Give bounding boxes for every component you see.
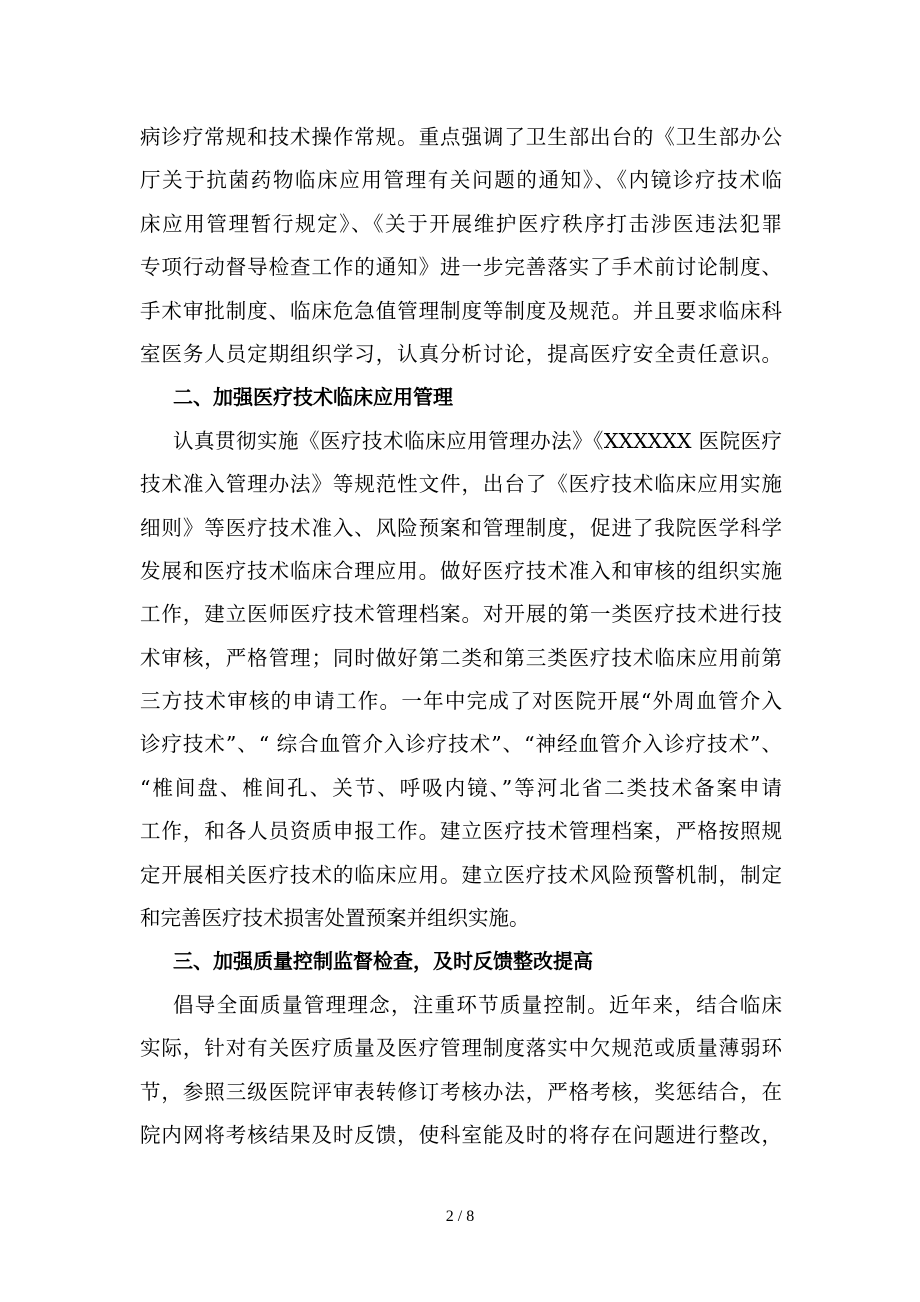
text-line: 院内网将考核结果及时反馈，使科室能及时的将存在问题进行整改， [140,1122,782,1147]
text-line: 定开展相关医疗技术的临床应用。建立医疗技术风险预警机制，制定 [140,862,782,887]
text-line: 床应用管理暂行规定》、《关于开展维护医疗秩序打击涉医违法犯罪 [140,211,782,236]
text-line: 工作，和各人员资质申报工作。建立医疗技术管理档案，严格按照规 [140,819,782,844]
text-line: 和完善医疗技术损害处置预案并组织实施。 [140,906,530,931]
section-heading: 三、加强质量控制监督检查，及时反馈整改提高 [173,949,593,974]
text-line: 实际，针对有关医疗质量及医疗管理制度落实中欠规范或质量薄弱环 [140,1036,782,1061]
text-line: 细则》等医疗技术准入、风险预案和管理制度，促进了我院医学科学 [140,515,782,540]
text-line: 病诊疗常规和技术操作常规。重点强调了卫生部出台的《卫生部办公 [140,125,782,149]
text-line: 发展和医疗技术临床合理应用。做好医疗技术准入和审核的组织实施 [140,558,782,583]
text-line: 专项行动督导检查工作的通知》进一步完善落实了手术前讨论制度、 [140,255,782,280]
text-line: 厅关于抗菌药物临床应用管理有关问题的通知》、《内镜诊疗技术临 [140,168,782,193]
text-line: 工作，建立医师医疗技术管理档案。对开展的第一类医疗技术进行技 [140,602,782,627]
text-line: 认真贯彻实施《医疗技术临床应用管理办法》《XXXXXX 医院医疗 [173,428,782,453]
text-line: 技术准入管理办法》等规范性文件，出台了《医疗技术临床应用实施 [140,472,782,497]
page-number: 2 / 8 [445,1208,475,1225]
text-line: 三方技术审核的申请工作。一年中完成了对医院开展“外周血管介入 [140,689,782,714]
text-line: 节，参照三级医院评审表转修订考核办法，严格考核，奖惩结合，在 [140,1079,782,1104]
text-line: 术审核，严格管理；同时做好第二类和第三类医疗技术临床应用前第 [140,645,782,670]
text-line: 倡导全面质量管理理念，注重环节质量控制。近年来，结合临床 [173,992,782,1017]
text-line: 手术审批制度、临床危急值管理制度等制度及规范。并且要求临床科 [140,298,782,323]
section-heading: 二、加强医疗技术临床应用管理 [173,385,453,410]
body-text [140,116,782,1157]
text-line: 室医务人员定期组织学习，认真分析讨论，提高医疗安全责任意识。 [140,341,782,366]
text-line: “椎间盘、椎间孔、关节、呼吸内镜、”等河北省二类技术备案申请 [140,775,782,800]
text-line: 诊疗技术”、“ 综合血管介入诊疗技术”、“神经血管介入诊疗技术”、 [140,732,782,757]
